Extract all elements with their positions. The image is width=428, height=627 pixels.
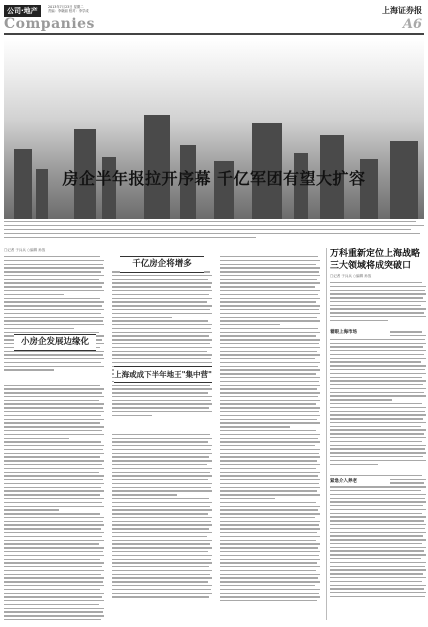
subhead-shanghai-land-kings: 上海或成下半年地王"集中营" — [114, 366, 212, 383]
sidebar-byline: □记者 于兵兵 ○编辑 孙放 — [330, 274, 372, 278]
paper-name: 上海证券报 — [382, 5, 422, 15]
issue-editors: 责编：李晓丽 校对：李学成 — [48, 9, 89, 14]
lead-intro-text — [4, 221, 424, 243]
column-2-text — [112, 256, 212, 620]
page-number: A6 — [402, 17, 422, 32]
column-divider — [326, 248, 327, 620]
sidebar-subhead-elderly-care: 紧急介入养老 — [330, 478, 390, 486]
issue-date: 2013年7月23日 星期二 — [48, 5, 84, 9]
column-3-text — [220, 256, 320, 620]
section-name: 公司·地产 — [4, 5, 41, 17]
section-english: Companies — [4, 16, 95, 32]
sidebar-subhead-market: 着眼上海市场 — [330, 329, 390, 337]
column-1-text — [4, 256, 104, 620]
header-rule — [4, 33, 424, 35]
subhead-trillion-developers: 千亿房企将增多 — [120, 256, 204, 273]
issue-info — [48, 5, 168, 14]
sidebar-headline: 万科重新定位上海战略 三大领域将成突破口 — [330, 249, 421, 271]
lead-byline: □记者 于兵兵 ○编辑 孙放 — [4, 248, 46, 252]
lead-headline: 房企半年报拉开序幕 千亿军团有望大扩容 — [62, 169, 366, 188]
subhead-small-developers: 小房企发展边缘化 — [14, 334, 96, 351]
lead-photo — [4, 38, 424, 219]
